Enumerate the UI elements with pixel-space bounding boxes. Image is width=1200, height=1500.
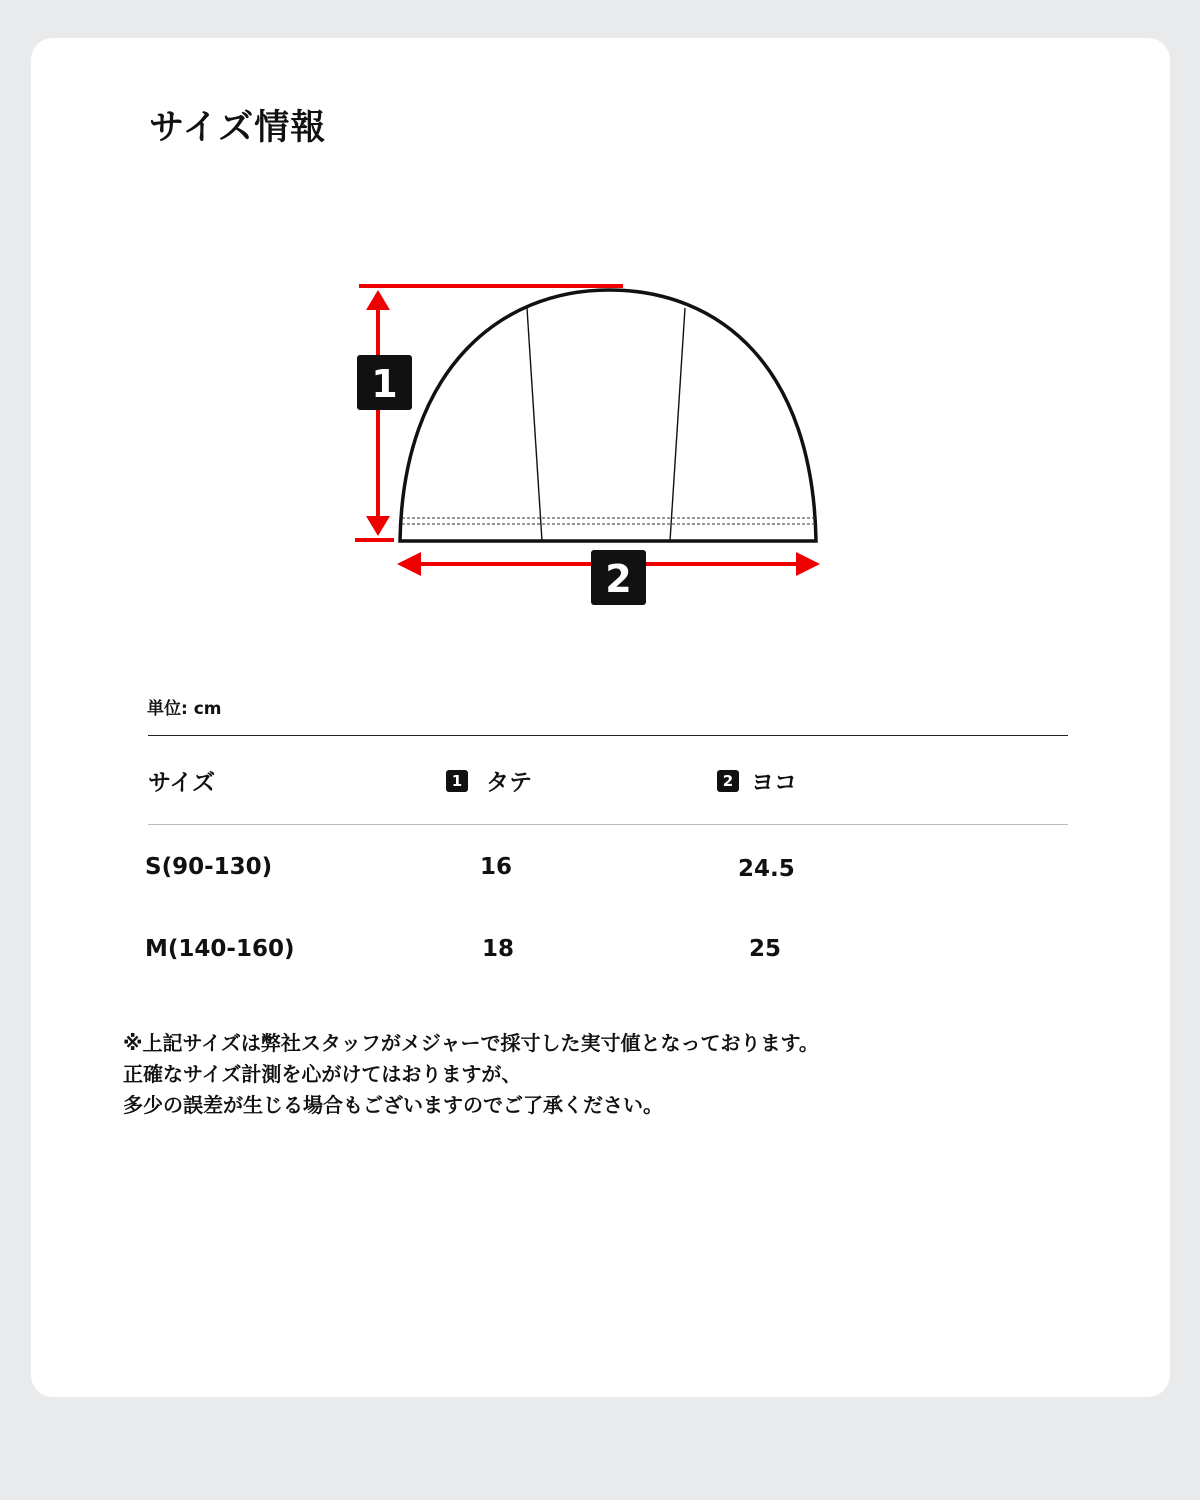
header-width-label: ヨコ [751,770,797,796]
height-arrow-head-bottom [366,516,390,536]
disclaimer-note [123,1028,819,1121]
table-header-rule [148,824,1068,825]
row-m-size: M(140-160) [145,936,295,962]
table-top-rule [148,735,1068,736]
row-s-size: S(90-130) [145,854,273,880]
header-height-label: タテ [486,770,532,796]
row-m-height: 18 [482,936,515,962]
header-width [717,764,797,797]
header-height-badge: 1 [446,770,468,792]
width-arrow-head-left [397,552,421,576]
hat-outline [400,290,816,541]
height-badge-label: 1 [371,362,398,406]
note-line-1: ※上記サイズは弊社スタッフがメジャーで採寸した実寸値となっております。 [123,1031,819,1055]
hat-size-diagram [31,38,1170,658]
note-line-2: 正確なサイズ計測を心がけてはおりますが、 [123,1062,522,1086]
header-width-badge: 2 [717,770,739,792]
header-size-label: サイズ [148,770,216,796]
row-m-width: 25 [749,936,782,962]
header-size [148,764,215,797]
size-info-card [31,38,1170,1397]
width-arrow-head-right [796,552,820,576]
header-height [446,764,532,797]
page-title: サイズ情報 [149,108,327,148]
unit-label: 単位: cm [147,699,222,719]
row-s-height: 16 [480,854,513,880]
row-s-width: 24.5 [738,856,795,882]
width-badge-label: 2 [605,557,632,601]
note-line-3: 多少の誤差が生じる場合もございますのでご了承ください。 [123,1093,663,1117]
height-arrow-head-top [366,290,390,310]
